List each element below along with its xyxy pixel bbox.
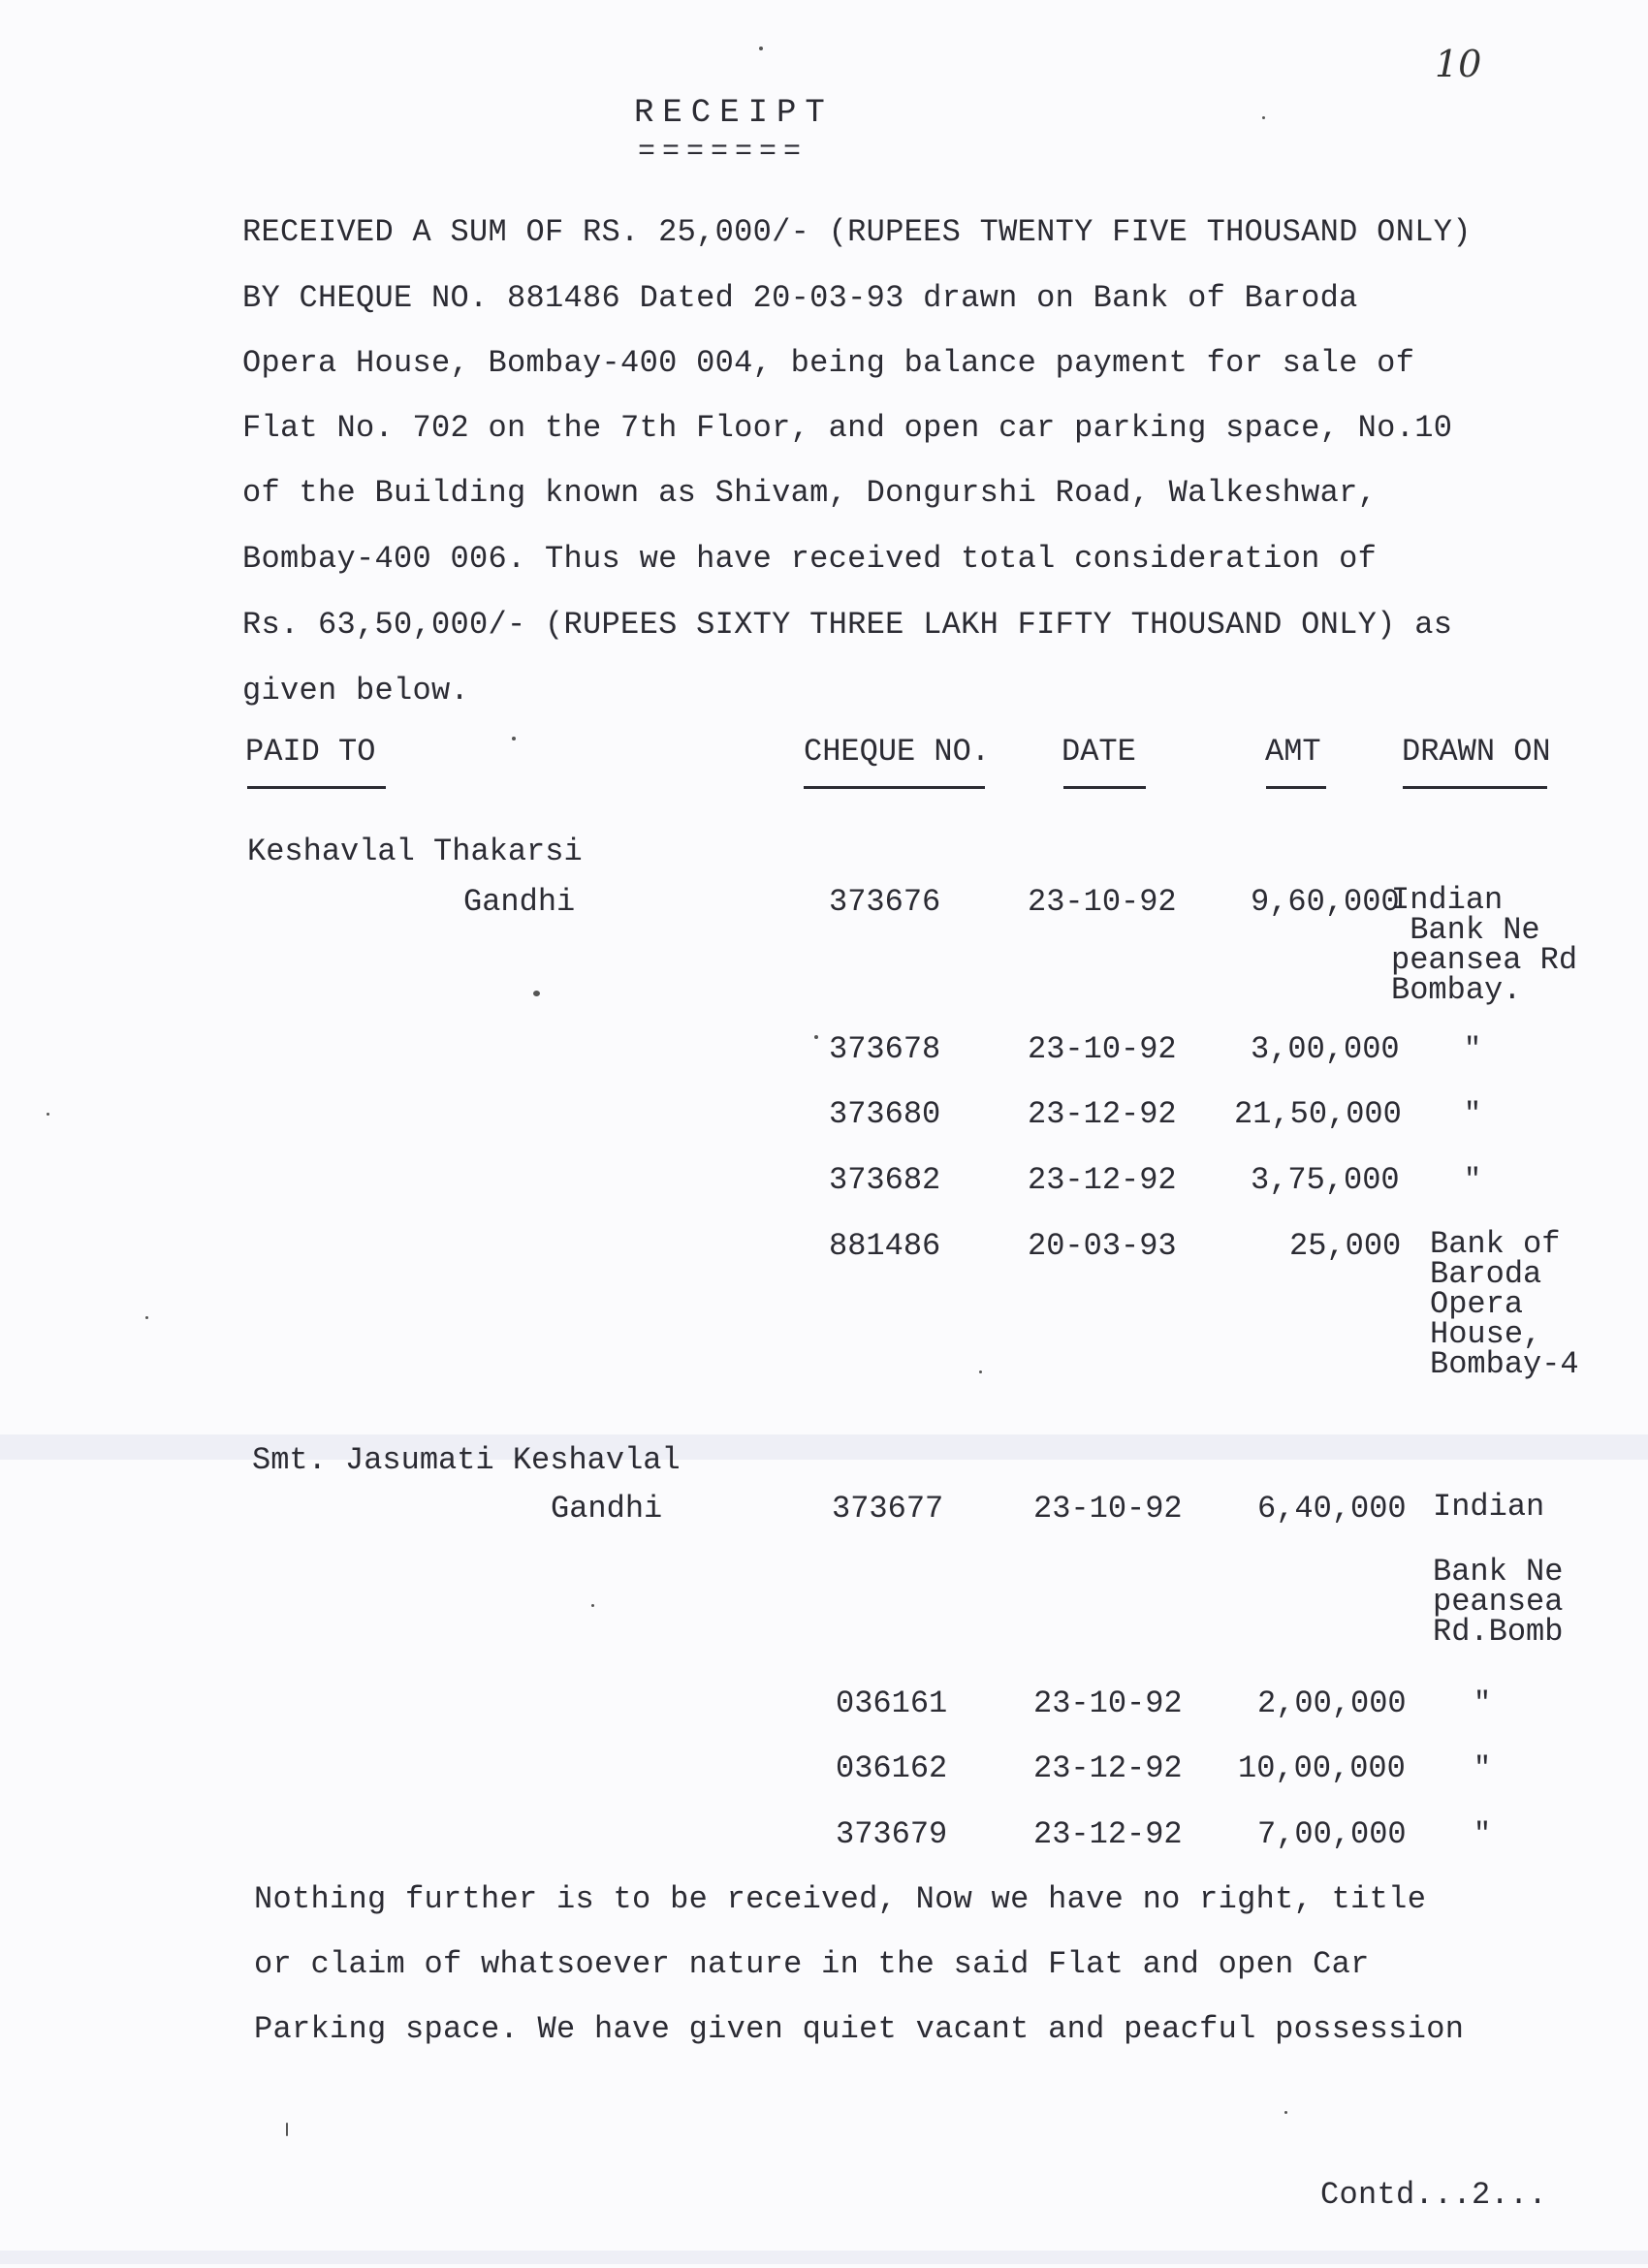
cheque-number: 373679 <box>836 1816 948 1852</box>
cheque-amount: 25,000 <box>1289 1228 1402 1264</box>
intro-line: of the Building known as Shivam, Dongurshi Road, Walkeshwar, <box>242 475 1378 511</box>
intro-line: Bombay-400 006. Thus we have received total consideration of <box>242 541 1378 577</box>
header-underline <box>247 786 386 789</box>
continued-marker: Contd...2... <box>1320 2177 1548 2213</box>
intro-line: Rs. 63,50,000/- (RUPEES SIXTY THREE LAKH FIFTY THOUSAND ONLY) as <box>242 607 1453 643</box>
ditto-mark: " <box>1474 1752 1492 1785</box>
cheque-date: 23-12-92 <box>1033 1816 1183 1852</box>
cheque-date: 20-03-93 <box>1028 1228 1177 1264</box>
ditto-mark: " <box>1464 1033 1482 1066</box>
drawn-on-bank: Indian Bank Ne peansea Rd Bombay. <box>1391 882 1578 1008</box>
scan-speck <box>47 1113 49 1116</box>
cheque-date: 23-12-92 <box>1028 1096 1177 1132</box>
page-number: 10 <box>1435 43 1482 85</box>
header-drawn-on: DRAWN ON <box>1402 734 1551 770</box>
cheque-amount: 3,75,000 <box>1251 1162 1400 1198</box>
header-underline <box>804 786 985 789</box>
header-underline <box>1403 786 1547 789</box>
cheque-date: 23-10-92 <box>1033 1491 1183 1527</box>
scan-speck <box>286 2123 288 2136</box>
header-cheque-no: CHEQUE NO. <box>804 734 991 770</box>
cheque-date: 23-10-92 <box>1033 1685 1183 1721</box>
cheque-number: 036161 <box>836 1685 948 1721</box>
intro-line: RECEIVED A SUM OF RS. 25,000/- (RUPEES TWENTY FIVE THOUSAND ONLY) <box>242 214 1472 250</box>
cheque-amount: 7,00,000 <box>1257 1816 1407 1852</box>
title-double-underline: ======= <box>638 136 808 169</box>
ditto-mark: " <box>1464 1098 1482 1131</box>
closing-line: Nothing further is to be received, Now we have no right, title <box>254 1881 1427 1917</box>
ditto-mark: " <box>1474 1818 1492 1851</box>
cheque-date: 23-10-92 <box>1028 884 1177 920</box>
drawn-on-bank: Indian <box>1433 1489 1545 1525</box>
cheque-number: 881486 <box>829 1228 941 1264</box>
header-underline <box>1266 786 1326 789</box>
cheque-date: 23-10-92 <box>1028 1031 1177 1067</box>
scan-speck <box>814 1035 818 1039</box>
scan-band <box>0 1434 1648 1460</box>
ditto-mark: " <box>1464 1164 1482 1197</box>
cheque-amount: 3,00,000 <box>1251 1031 1400 1067</box>
scan-speck <box>979 1370 982 1373</box>
cheque-date: 23-12-92 <box>1028 1162 1177 1198</box>
intro-line: BY CHEQUE NO. 881486 Dated 20-03-93 drawn on Bank of Baroda <box>242 280 1358 316</box>
header-date: DATE <box>1062 734 1136 770</box>
scan-speck <box>512 737 516 740</box>
scan-speck <box>591 1604 594 1607</box>
scan-speck <box>145 1316 148 1319</box>
cheque-number: 373676 <box>829 884 941 920</box>
intro-line: Opera House, Bombay-400 004, being balance payment for sale of <box>242 345 1415 381</box>
cheque-number: 373682 <box>829 1162 941 1198</box>
payee-name-continued: Gandhi <box>463 884 576 920</box>
payee-name: Smt. Jasumati Keshavlal <box>252 1442 681 1478</box>
header-amt: AMT <box>1265 734 1321 770</box>
cheque-amount: 6,40,000 <box>1257 1491 1407 1527</box>
payee-name-continued: Gandhi <box>551 1491 663 1527</box>
cheque-number: 373677 <box>832 1491 944 1527</box>
cheque-date: 23-12-92 <box>1033 1750 1183 1786</box>
cheque-amount: 21,50,000 <box>1234 1096 1402 1132</box>
scan-speck <box>759 47 763 50</box>
header-underline <box>1063 786 1146 789</box>
cheque-number: 373678 <box>829 1031 941 1067</box>
header-paid-to: PAID TO <box>245 734 376 770</box>
cheque-amount: 10,00,000 <box>1238 1750 1406 1786</box>
closing-line: Parking space. We have given quiet vacant and peacful possession <box>254 2011 1465 2047</box>
cheque-number: 373680 <box>829 1096 941 1132</box>
cheque-number: 036162 <box>836 1750 948 1786</box>
intro-line: given below. <box>242 673 470 709</box>
scan-speck <box>1284 2111 1287 2114</box>
scan-band <box>0 2251 1648 2264</box>
drawn-on-bank-continued: Bank Ne peansea Rd.Bomb <box>1433 1554 1564 1650</box>
ditto-mark: " <box>1474 1687 1492 1720</box>
cheque-amount: 9,60,000 <box>1251 884 1400 920</box>
receipt-title: RECEIPT <box>634 95 834 132</box>
cheque-amount: 2,00,000 <box>1257 1685 1407 1721</box>
closing-line: or claim of whatsoever nature in the said Flat and open Car <box>254 1946 1370 1982</box>
scan-speck <box>533 991 540 996</box>
drawn-on-bank: Bank of Baroda Opera House, Bombay-4 <box>1430 1226 1579 1382</box>
scan-speck <box>1262 116 1265 119</box>
payee-name: Keshavlal Thakarsi <box>247 834 583 869</box>
intro-line: Flat No. 702 on the 7th Floor, and open car parking space, No.10 <box>242 410 1453 446</box>
